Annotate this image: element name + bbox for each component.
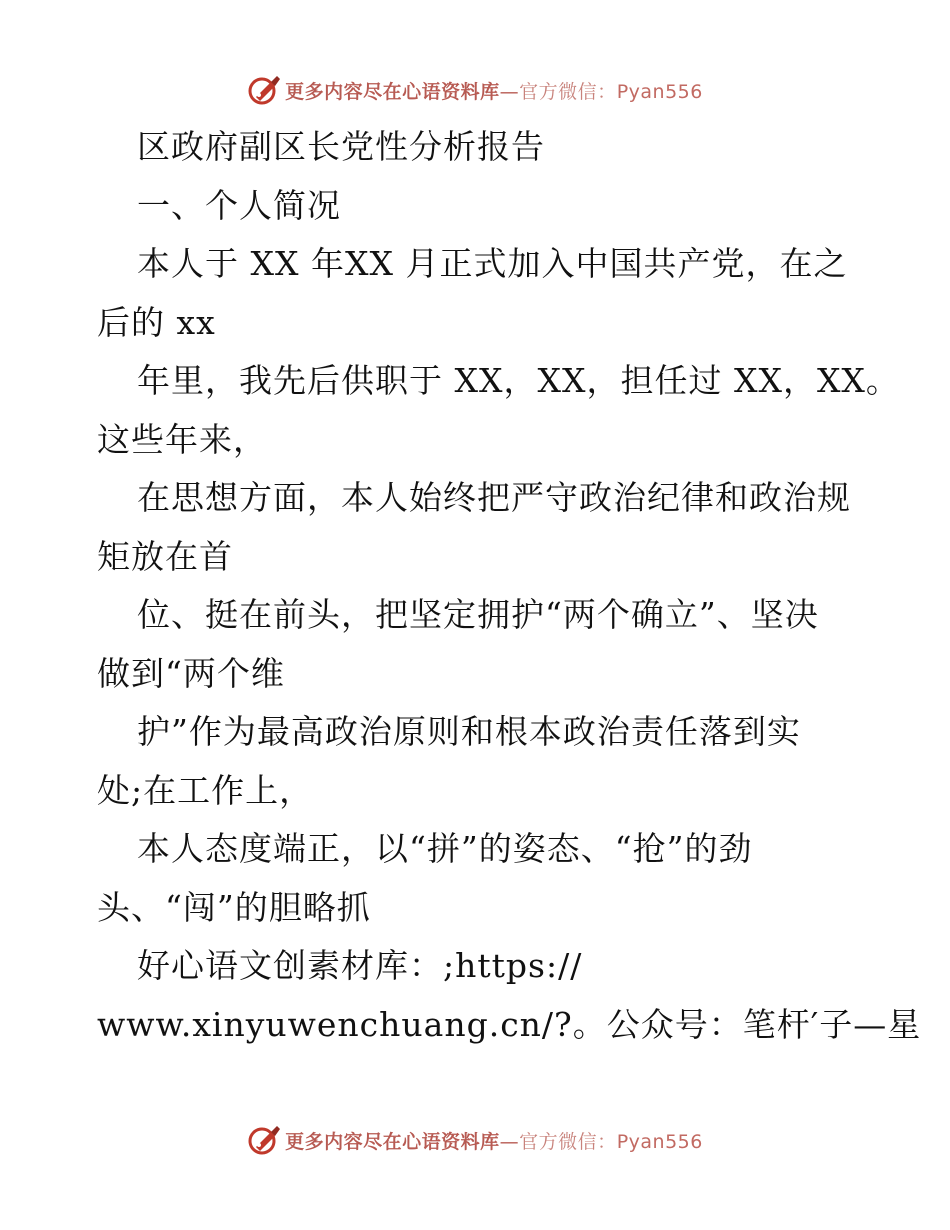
footer-separator: — bbox=[499, 1130, 520, 1153]
footer-wechat-label: 官方微信： bbox=[519, 1130, 617, 1153]
text-line: 矩放在首 bbox=[97, 536, 233, 576]
header-watermark-banner bbox=[0, 70, 950, 110]
text-line: 年里，我先后供职于 XX，XX，担任过 XX，XX。 bbox=[137, 361, 900, 400]
text-line: www.xinyuwenchuang.cn/?。公众号：笔杆′子—星 bbox=[97, 1004, 922, 1044]
red-pen-icon bbox=[247, 73, 281, 107]
document-body bbox=[97, 118, 922, 1054]
text-line: 后的 xx bbox=[97, 302, 216, 342]
text-line: 本人于 XX 年XX 月正式加入中国共产党，在之 bbox=[137, 244, 848, 283]
text-line: 这些年来， bbox=[97, 419, 267, 459]
section-heading: 一、个人简况 bbox=[137, 185, 341, 225]
document-title: 区政府副区长党性分析报告 bbox=[137, 127, 545, 166]
header-watermark-text bbox=[285, 77, 703, 104]
header-separator: — bbox=[499, 80, 520, 103]
text-line: 护”作为最高政治原则和根本政治责任落到实 bbox=[137, 712, 801, 751]
header-brand-text: 更多内容尽在心语资料库 bbox=[285, 80, 500, 103]
text-line: 处;在工作上， bbox=[97, 770, 314, 810]
text-line: 做到“两个维 bbox=[97, 653, 285, 693]
red-pen-icon bbox=[247, 1123, 281, 1157]
header-wechat-id: Pyan556 bbox=[616, 80, 703, 103]
header-wechat-label: 官方微信： bbox=[519, 80, 617, 103]
text-line: 好心语文创素材库：;https:// bbox=[137, 946, 583, 985]
text-line: 头、“闯”的胆略抓 bbox=[97, 887, 371, 927]
footer-wechat-id: Pyan556 bbox=[616, 1130, 703, 1153]
text-line: 本人态度端正，以“拼”的姿态、“抢”的劲 bbox=[137, 829, 753, 868]
text-line: 位、挺在前头，把坚定拥护“两个确立”、坚决 bbox=[137, 595, 819, 634]
text-line: 在思想方面，本人始终把严守政治纪律和政治规 bbox=[137, 478, 851, 517]
footer-watermark-text bbox=[285, 1127, 703, 1154]
footer-brand-text: 更多内容尽在心语资料库 bbox=[285, 1130, 500, 1153]
footer-watermark-banner bbox=[0, 1120, 950, 1160]
